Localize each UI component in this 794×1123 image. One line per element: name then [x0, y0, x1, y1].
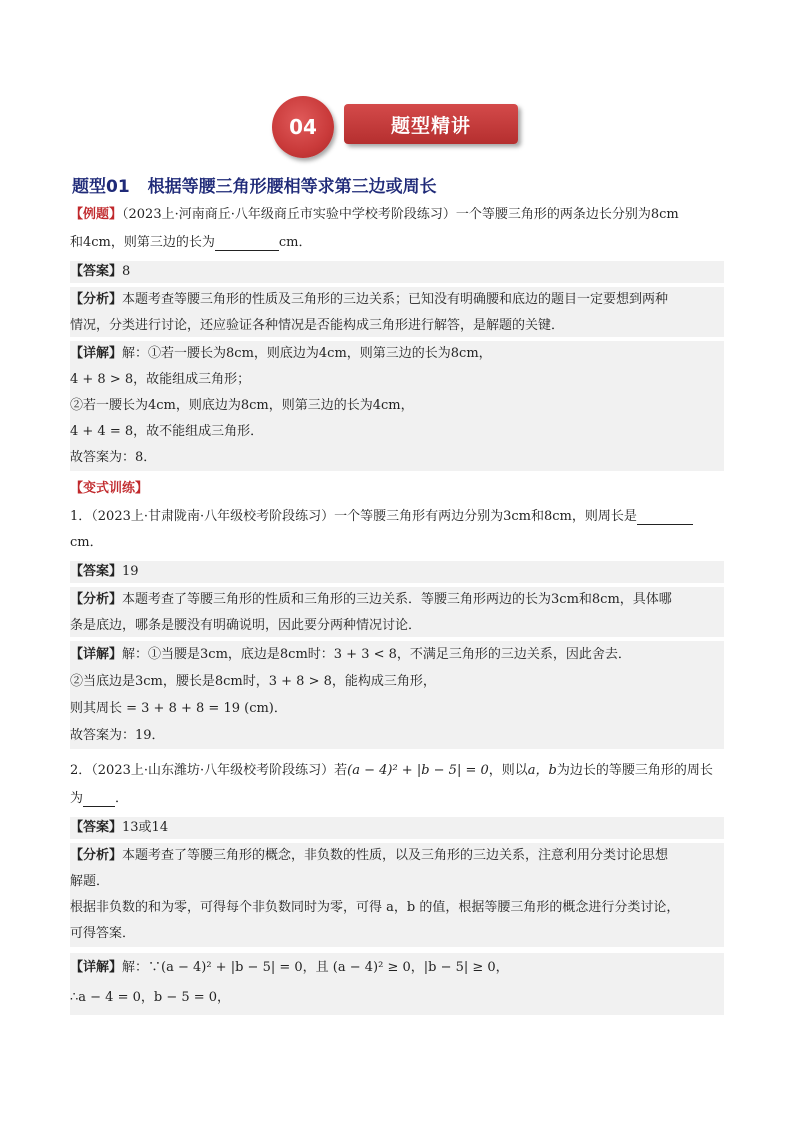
answer-value: 19	[122, 564, 139, 579]
practice-heading	[70, 480, 724, 497]
q1-line2	[70, 534, 724, 551]
example-answer	[70, 261, 724, 283]
q2-text-1c: ，则以	[488, 763, 528, 778]
q2-detail	[70, 953, 724, 1015]
section-heading	[72, 172, 437, 197]
q2-text-1a: 2．（2023上·山东潍坊·八年级校考阶段练习）若	[70, 763, 348, 778]
analysis-tag: 【分析】	[70, 292, 123, 307]
detail-text-4: 4 + 4 = 8，故不能组成三角形．	[70, 424, 264, 439]
analysis-text-1: 本题考查了等腰三角形的性质和三角形的三边关系．等腰三角形两边的长为3cm和8cm，具体哪	[122, 592, 672, 607]
section-number: 题型01	[72, 177, 130, 197]
banner-ribbon	[344, 104, 518, 144]
example-analysis	[70, 287, 724, 337]
q1-text-2: cm．	[70, 535, 103, 550]
banner-number: 04	[289, 115, 317, 139]
answer-value: 8	[122, 264, 131, 279]
analysis-text-1: 本题考查等腰三角形的性质及三角形的三边关系；已知没有明确腰和底边的题目一定要想到两种	[122, 292, 669, 307]
practice-tag: 【变式训练】	[70, 481, 149, 496]
detail-tag: 【详解】	[70, 346, 123, 361]
detail-tag: 【详解】	[70, 960, 123, 975]
detail-text-2: ②当底边是3cm，腰长是8cm时，3 + 8 > 8，能构成三角形，	[70, 674, 436, 689]
q2-line2	[70, 790, 724, 807]
detail-text-2: 4 + 8 > 8，故能组成三角形；	[70, 372, 251, 387]
banner-number-badge	[272, 96, 334, 158]
analysis-tag: 【分析】	[70, 848, 123, 863]
answer-tag: 【答案】	[70, 264, 123, 279]
detail-text-1: 解：∵(a − 4)² + |b − 5| = 0，且 (a − 4)² ≥ 0，|b − 5| ≥ 0，	[122, 960, 509, 975]
section-title-text: 根据等腰三角形腰相等求第三边或周长	[147, 177, 437, 197]
example-text-2b: cm．	[278, 235, 312, 250]
q2-text-2b: ．	[115, 791, 129, 806]
section-banner	[272, 96, 522, 160]
analysis-text-4: 可得答案．	[70, 926, 136, 941]
answer-tag: 【答案】	[70, 820, 123, 835]
analysis-tag: 【分析】	[70, 592, 123, 607]
detail-text-5: 故答案为：8．	[70, 450, 157, 465]
example-text-1: （2023上·河南商丘·八年级商丘市实验中学校考阶段练习）一个等腰三角形的两条边长分别为8cm	[122, 207, 679, 222]
q2-analysis	[70, 843, 724, 947]
q1-analysis	[70, 587, 724, 637]
analysis-text-3: 根据非负数的和为零，可得每个非负数同时为零，可得 a，b 的值，根据等腰三角形的概念进行分类讨论，	[70, 900, 680, 915]
q1-detail	[70, 641, 724, 749]
detail-tag: 【详解】	[70, 647, 123, 662]
q2-text-1e: 为边长的等腰三角形的周长	[556, 763, 713, 778]
analysis-text-2: 解题．	[70, 874, 110, 889]
detail-text-1: 解：①若一腰长为8cm，则底边为4cm，则第三边的长为8cm，	[122, 346, 492, 361]
analysis-text-2: 条是底边，哪条是腰没有明确说明，因此要分两种情况讨论．	[70, 618, 422, 633]
detail-text-4: 故答案为：19．	[70, 728, 165, 743]
detail-text-1: 解：①当腰是3cm，底边是8cm时：3 + 3 < 8，不满足三角形的三边关系，因此舍去．	[122, 647, 631, 662]
q2-line1	[70, 762, 724, 779]
detail-text-3: 则其周长 = 3 + 8 + 8 = 19 (cm)．	[70, 701, 287, 716]
q2-variables: a，b	[527, 763, 557, 778]
answer-blank	[215, 236, 279, 251]
q1-text-1: 1．（2023上·甘肃陇南·八年级校考阶段练习）一个等腰三角形有两边分别为3cm和8cm，则周长是	[70, 509, 637, 524]
q1-answer-blank	[637, 510, 693, 525]
q2-equation: (a − 4)² + |b − 5| = 0	[347, 763, 489, 778]
q2-answer	[70, 817, 724, 839]
example-detail	[70, 341, 724, 471]
example-text-2a: 和4cm，则第三边的长为	[70, 235, 215, 250]
example-tag: 【例题】	[70, 207, 123, 222]
detail-text-2: ∴a − 4 = 0，b − 5 = 0，	[70, 990, 231, 1005]
analysis-text-2: 情况，分类进行讨论，还应验证各种情况是否能构成三角形进行解答，是解题的关键．	[70, 318, 565, 333]
analysis-text-1: 本题考查了等腰三角形的概念，非负数的性质，以及三角形的三边关系，注意利用分类讨论思想	[122, 848, 669, 863]
example-question-line2	[70, 234, 724, 251]
example-question-line1	[70, 206, 724, 223]
q2-answer-blank	[83, 792, 115, 807]
q1-answer	[70, 561, 724, 583]
detail-text-3: ②若一腰长为4cm，则底边为8cm，则第三边的长为4cm，	[70, 398, 414, 413]
q2-text-2: 为	[70, 791, 84, 806]
answer-tag: 【答案】	[70, 564, 123, 579]
answer-value: 13或14	[122, 820, 169, 835]
q1-line1	[70, 508, 724, 525]
banner-title: 题型精讲	[390, 114, 471, 137]
